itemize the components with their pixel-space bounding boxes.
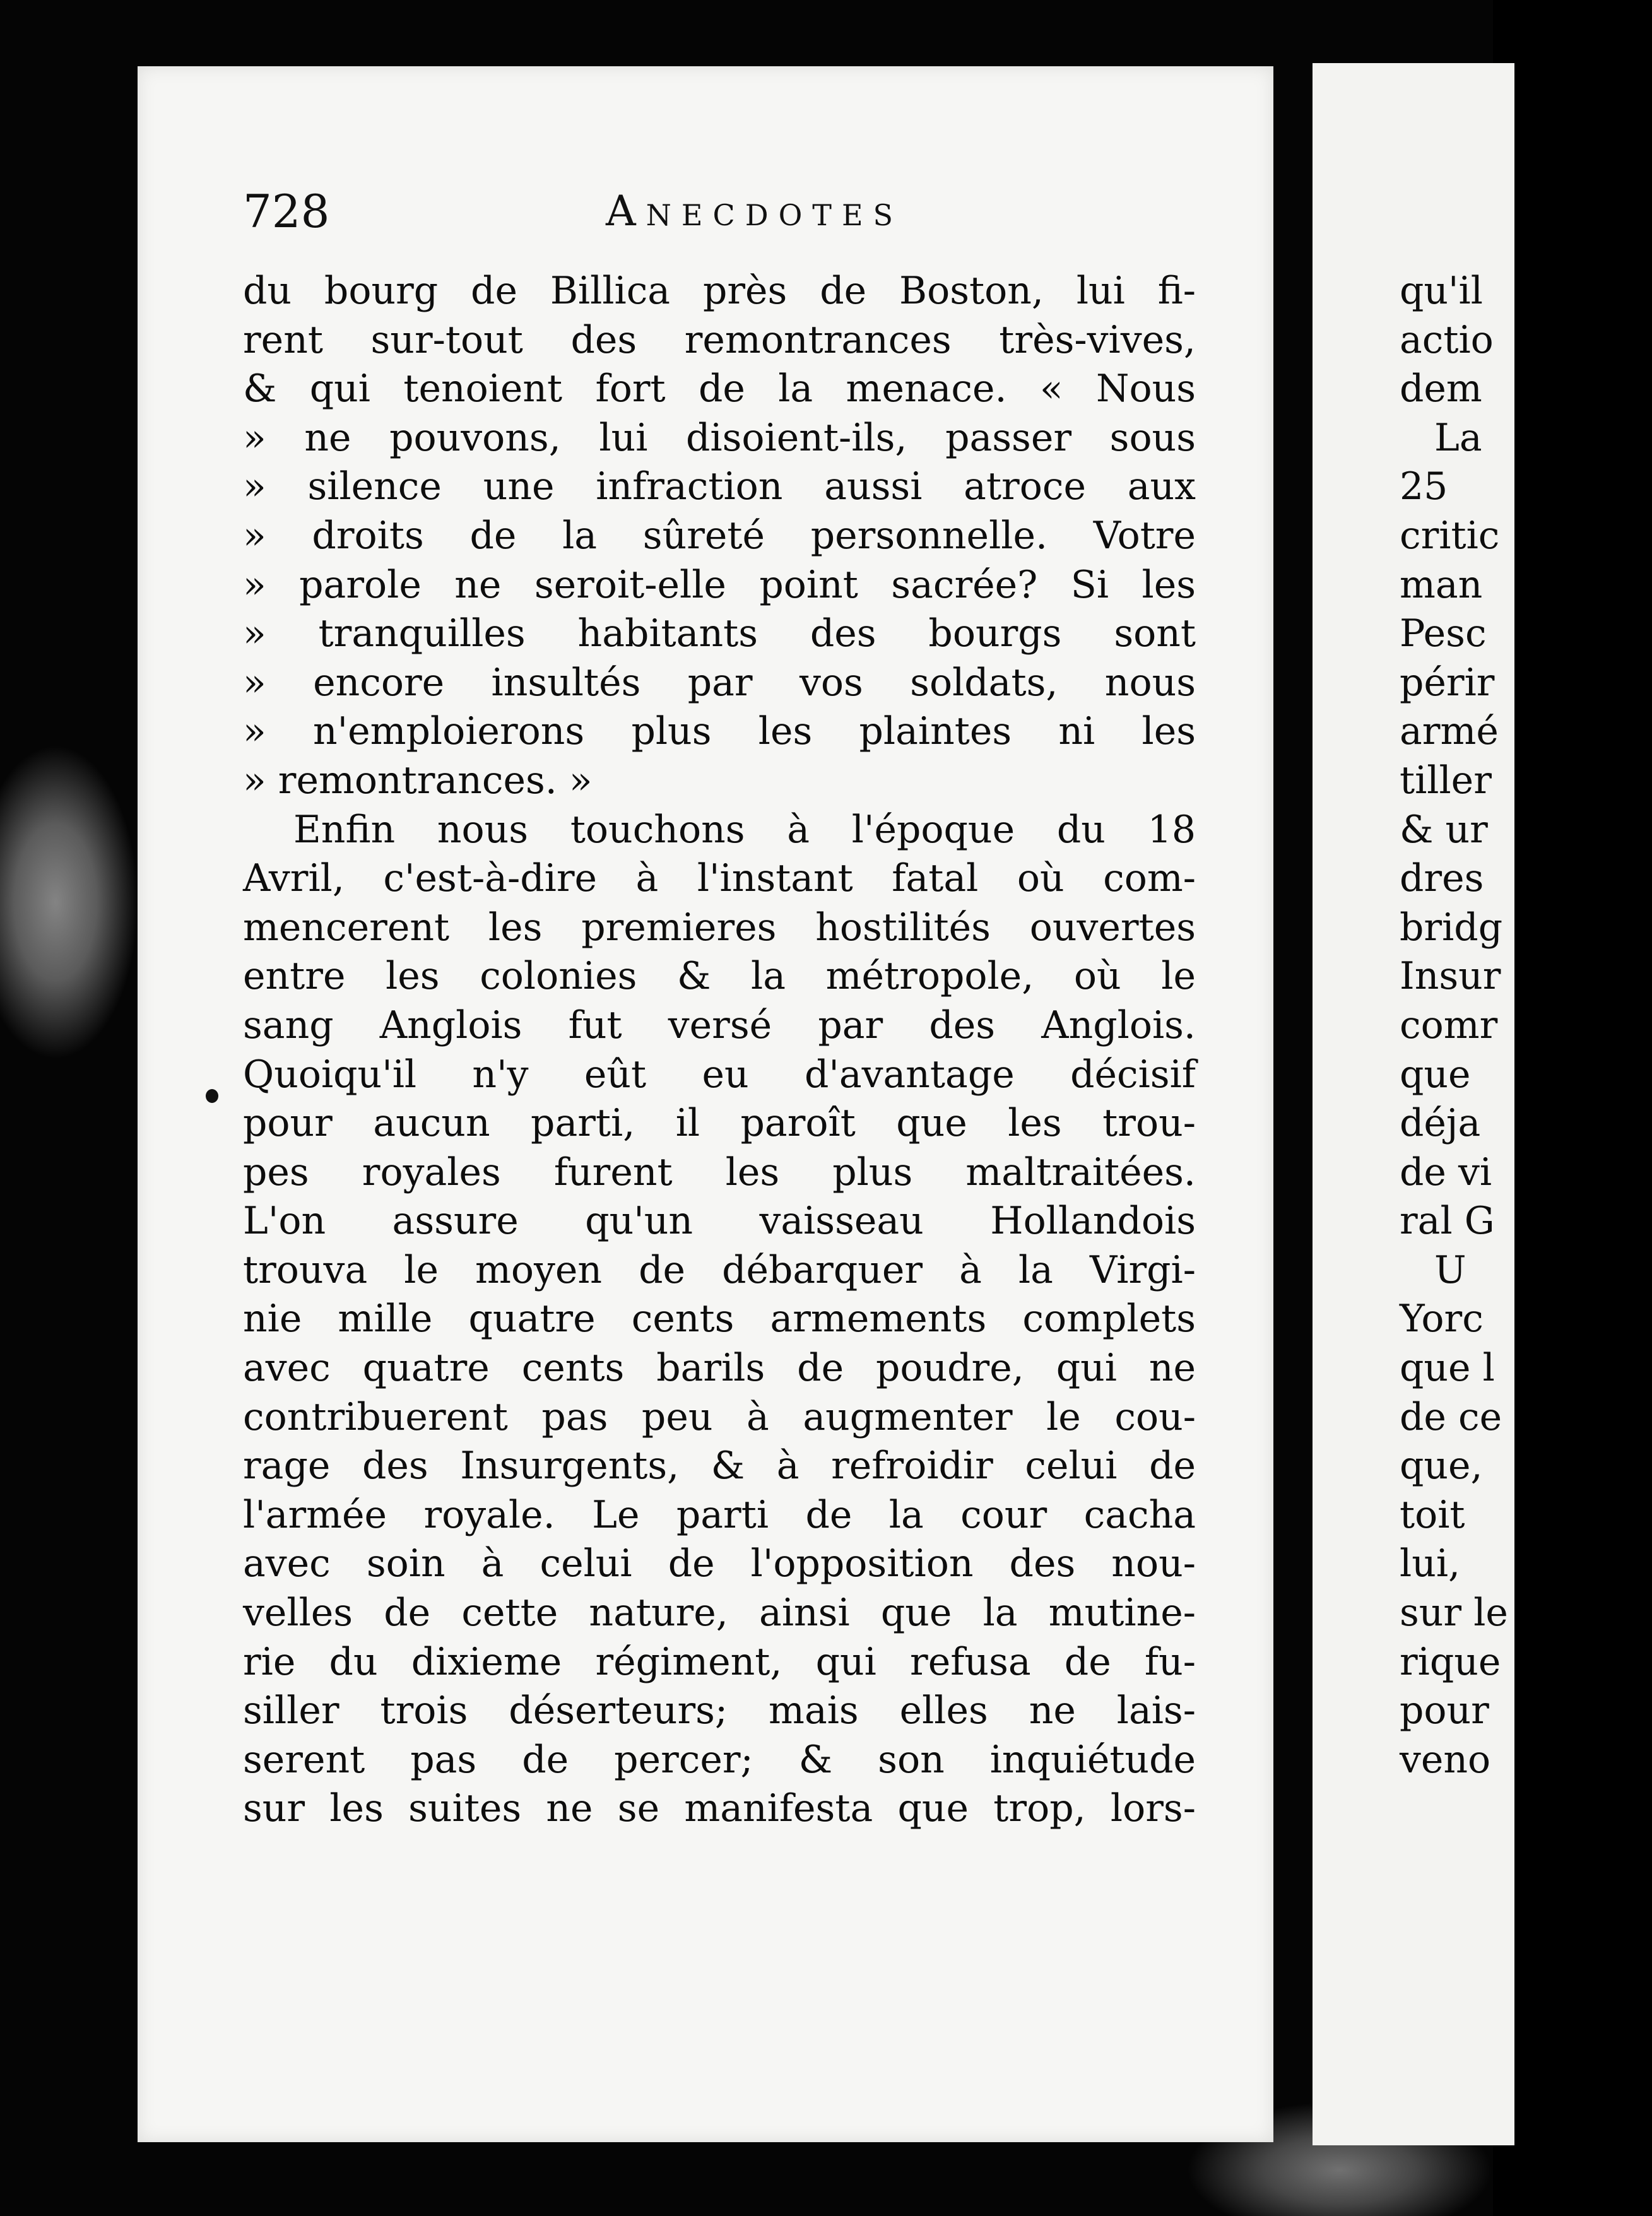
text-line: rie du dixieme régiment, qui refusa de fu- <box>243 1639 1196 1684</box>
text-line: » remontrances. » <box>243 758 593 803</box>
text-line: man <box>1400 562 1483 607</box>
right-page-text <box>1400 267 1652 1784</box>
text-line: veno <box>1400 1737 1491 1782</box>
text-line: Insur <box>1400 954 1501 999</box>
text-line: armé <box>1400 709 1499 754</box>
text-line: » droits de la sûreté personnelle. Votre <box>243 513 1196 558</box>
text-line: serent pas de percer; & son inquiétude <box>243 1737 1196 1782</box>
text-line: que <box>1400 1052 1471 1097</box>
text-line: » ne pouvons, lui disoient-ils, passer sous <box>243 415 1196 460</box>
text-line: & qui tenoient fort de la menace. « Nous <box>243 367 1196 411</box>
text-line: que, <box>1400 1444 1483 1488</box>
page-header <box>243 180 1063 243</box>
text-line: » n'emploierons plus les plaintes ni les <box>243 709 1196 754</box>
text-line: & ur <box>1400 807 1488 852</box>
text-line: siller trois déserteurs; mais elles ne lais- <box>243 1689 1196 1733</box>
text-line: Yorc <box>1400 1297 1484 1341</box>
text-line: du bourg de Billica près de Boston, lui fi- <box>243 269 1196 313</box>
text-line: Enfin nous touchons à l'époque du 18 <box>293 807 1196 852</box>
text-line: dem <box>1400 367 1482 411</box>
text-line: que l <box>1400 1346 1495 1391</box>
text-line: rage des Insurgents, & à refroidir celui de <box>243 1444 1196 1488</box>
text-line: 25 <box>1400 464 1448 509</box>
text-line: de ce <box>1400 1394 1502 1439</box>
text-line: » silence une infraction aussi atroce aux <box>243 464 1196 509</box>
text-line: actio <box>1400 317 1494 362</box>
page-number: 728 <box>243 185 330 238</box>
text-line: sur le <box>1400 1591 1508 1635</box>
text-line: » encore insultés par vos soldats, nous <box>243 660 1196 705</box>
text-line: sang Anglois fut versé par des Anglois. <box>243 1003 1196 1047</box>
text-line: avec soin à celui de l'opposition des nou- <box>243 1541 1196 1586</box>
text-line: pes royales furent les plus maltraitées. <box>243 1150 1196 1194</box>
text-line: lui, <box>1400 1541 1461 1586</box>
text-line: contribuerent pas peu à augmenter le cou- <box>243 1394 1196 1439</box>
text-line: trouva le moyen de débarquer à la Virgi- <box>243 1247 1196 1292</box>
text-line: sur les suites ne se manifesta que trop, lors- <box>243 1786 1196 1831</box>
text-line: nie mille quatre cents armements complets <box>243 1297 1196 1341</box>
text-line: tiller <box>1400 758 1492 803</box>
text-line: pour <box>1400 1689 1489 1733</box>
text-line: toit <box>1400 1492 1465 1537</box>
running-title: Anecdotes <box>606 187 904 235</box>
text-line: velles de cette nature, ainsi que la mutine- <box>243 1591 1196 1635</box>
text-line: déja <box>1400 1101 1481 1146</box>
text-line: Pesc <box>1400 611 1487 656</box>
text-line: qu'il <box>1400 269 1483 313</box>
ink-speck <box>206 1089 218 1103</box>
text-line: bridg <box>1400 905 1503 950</box>
text-line: U <box>1434 1247 1466 1292</box>
text-line: périr <box>1400 660 1495 705</box>
text-line: L'on assure qu'un vaisseau Hollandois <box>243 1199 1196 1244</box>
text-line: La <box>1434 415 1482 460</box>
text-line: l'armée royale. Le parti de la cour cacha <box>243 1492 1196 1537</box>
left-page-text <box>243 267 1196 1834</box>
scan-stain-left <box>0 745 139 1060</box>
text-line: avec quatre cents barils de poudre, qui ne <box>243 1346 1196 1391</box>
text-line: » tranquilles habitants des bourgs sont <box>243 611 1196 656</box>
text-line: Quoiqu'il n'y eût eu d'avantage décisif <box>243 1052 1196 1097</box>
text-line: entre les colonies & la métropole, où le <box>243 954 1196 999</box>
text-line: critic <box>1400 513 1500 558</box>
text-line: rent sur-tout des remontrances très-vives, <box>243 317 1196 362</box>
text-line: mencerent les premieres hostilités ouvertes <box>243 905 1196 950</box>
text-line: de vi <box>1400 1150 1492 1194</box>
text-line: » parole ne seroit-elle point sacrée? Si les <box>243 562 1196 607</box>
text-line: rique <box>1400 1639 1501 1684</box>
text-line: Avril, c'est-à-dire à l'instant fatal où com- <box>243 856 1196 901</box>
text-line: ral G <box>1400 1199 1495 1244</box>
text-line: comr <box>1400 1003 1498 1047</box>
text-line: dres <box>1400 856 1484 901</box>
text-line: pour aucun parti, il paroît que les trou- <box>243 1101 1196 1146</box>
right-page <box>1313 63 1514 2145</box>
